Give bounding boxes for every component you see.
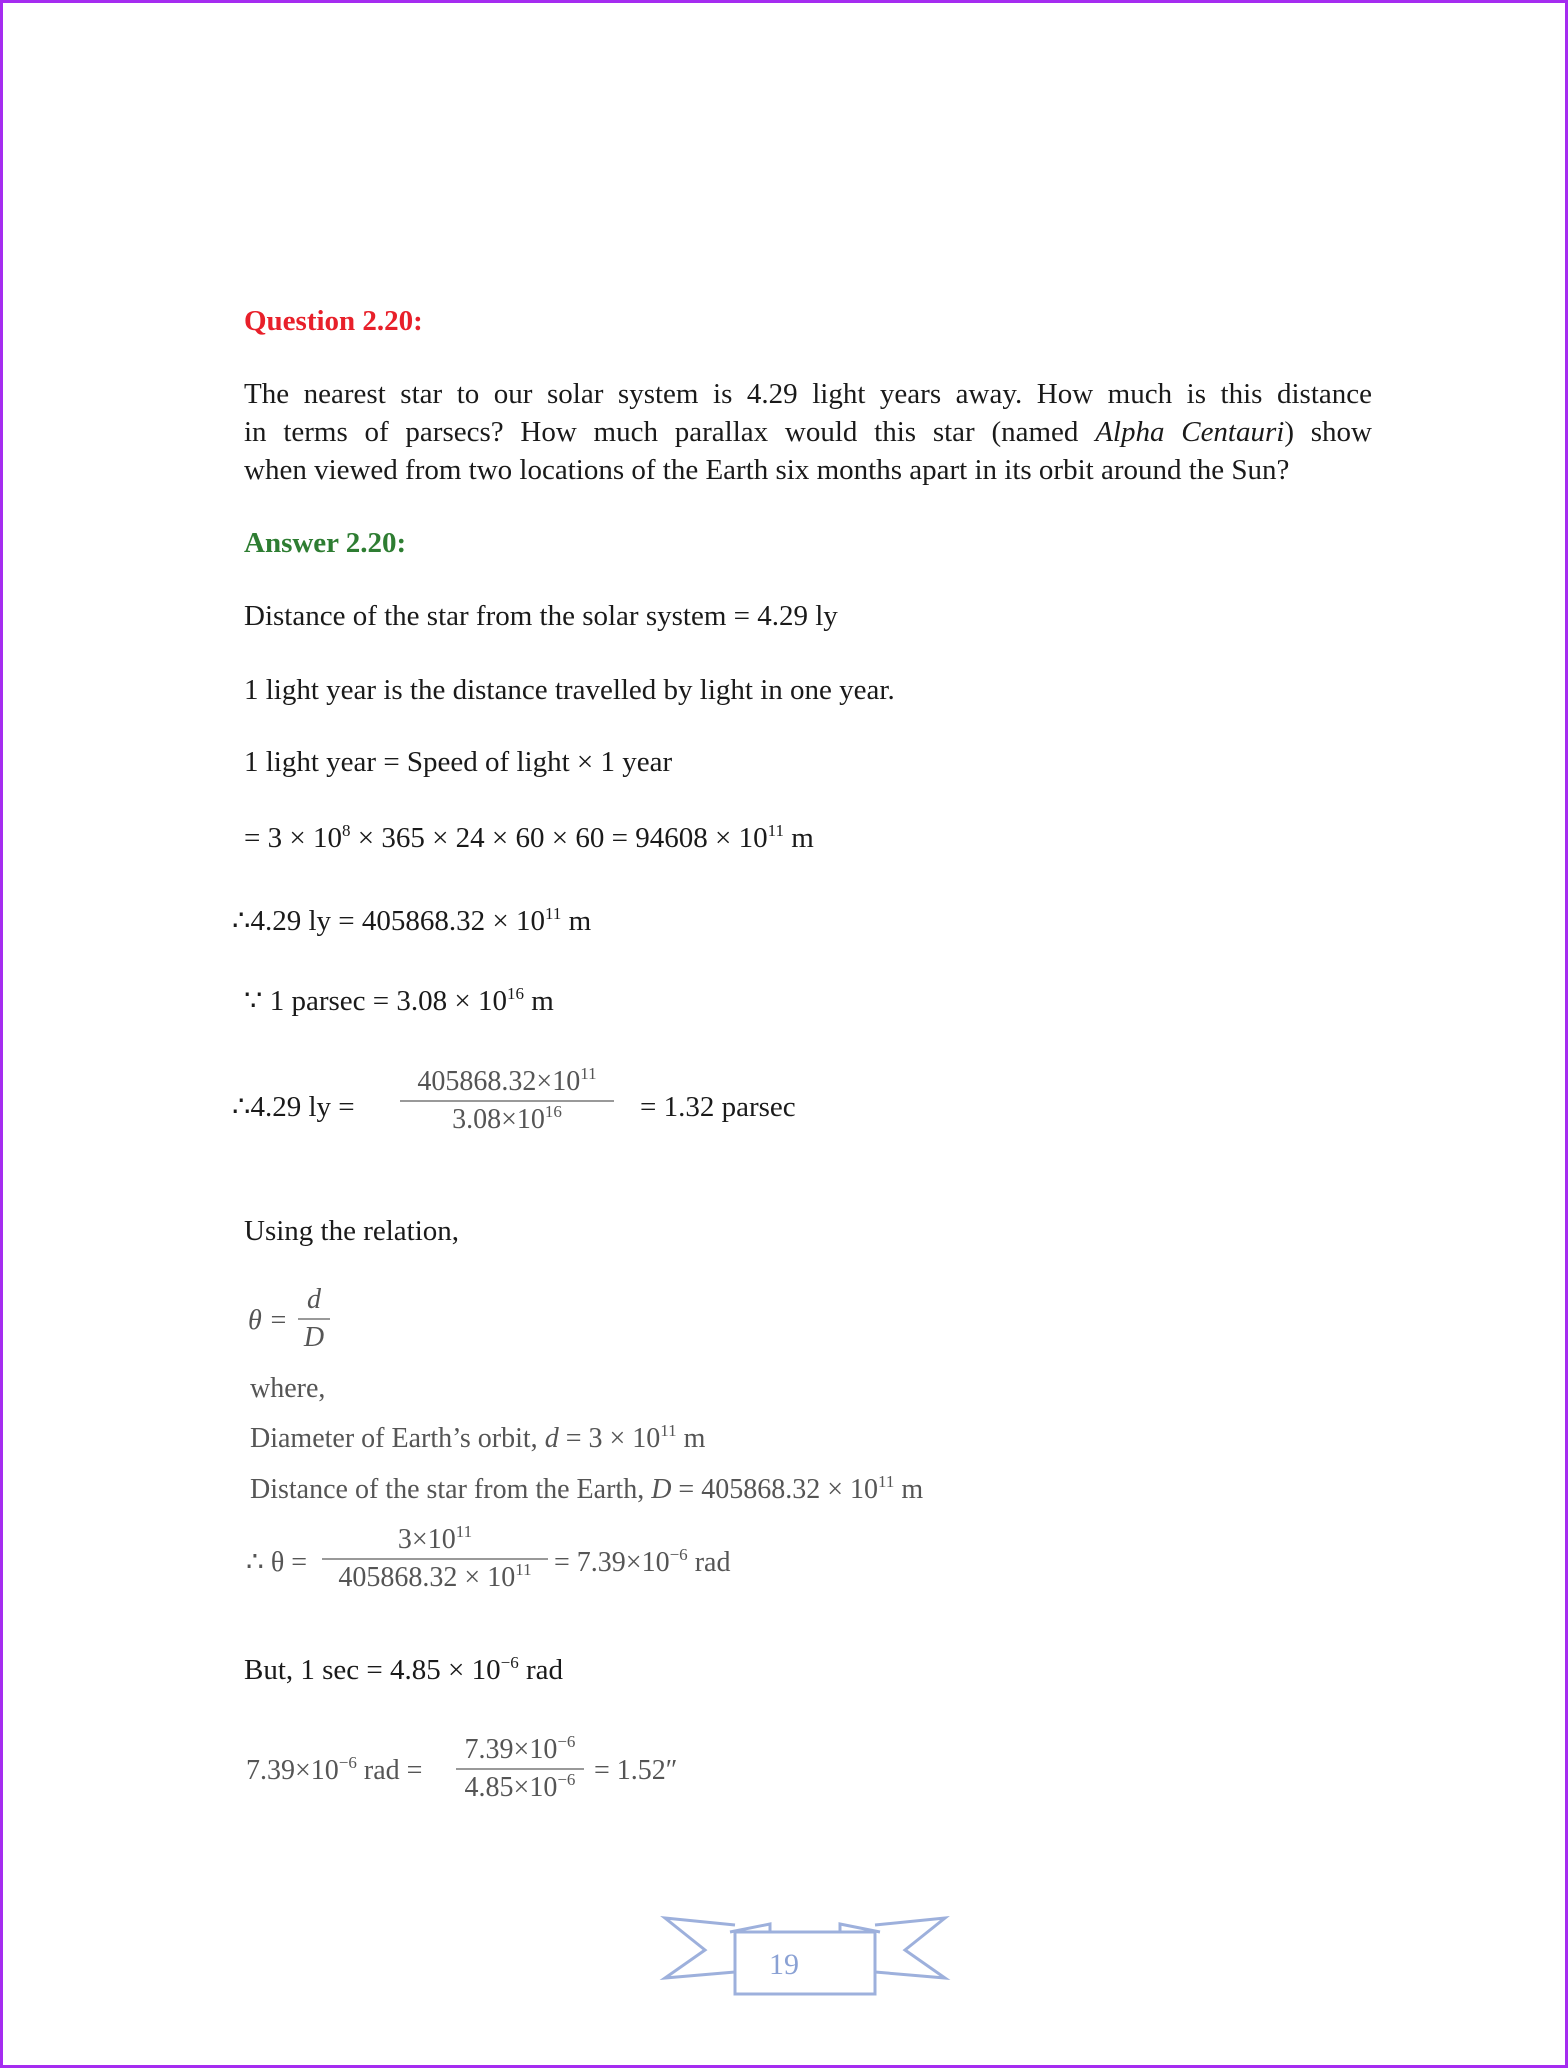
theta2-lhs: ∴ θ = — [246, 1547, 308, 1578]
diameter-line: Diameter of Earth’s orbit, $d = 3 \times 10^{11}$ m — [250, 1421, 706, 1454]
answer-title: Answer 2.20: — [244, 527, 407, 559]
parsec-result: = 1.32 parsec — [640, 1091, 796, 1123]
final-lhs: $7.39\times 10^{-6}$ rad = — [246, 1753, 423, 1786]
parsec-eq-lhs: ∴4.29 ly = — [232, 1091, 355, 1123]
theta2-fraction: $3\times 10^{11}$ $405868.32 \times 10^{11}$ — [322, 1522, 548, 1596]
final-fraction: $7.39\times 10^{-6}$ $4.85\times 10^{-6}$ — [456, 1732, 584, 1806]
answer-line: But, 1 $\sec = 4.85 \times 10^{-6}$ rad — [244, 1653, 564, 1686]
answer-line: = $3 \times 10^8 \times 365 \times 24 \times 60 \times 60 = 94608 \times 10^{11}$ m — [244, 821, 814, 854]
answer-line: ∴4.29 ly = $405868.32 \times 10^{11}$ m — [232, 904, 592, 937]
distance-line: Distance of the star from the Earth, $D = 405868.32 \times 10^{11}$ m — [250, 1472, 924, 1505]
parsec-fraction: $405868.32\times 10^{11}$ $3.08\times 10^{16}$ — [400, 1064, 614, 1138]
answer-line: Using the relation, — [244, 1215, 460, 1247]
theta2-result: = $7.39\times 10^{-6}$ rad — [554, 1545, 731, 1578]
final-result: = 1.52″ — [594, 1755, 678, 1786]
question-text: The nearest star to our solar system is 4.29 light years away. How much is this distance in terms of parsecs? How much parallax would this star (named Alpha Centauri) show when viewed from two locations of the Earth six months apart in its orbit around the Sun? — [244, 378, 1372, 486]
theta-fraction: d D — [298, 1282, 330, 1356]
answer-line: ∵ 1 $parsec = 3.08 \times 10^{16}$ m — [244, 984, 554, 1017]
answer-line: 1 light year = Speed of light × 1 year — [244, 746, 673, 778]
where-label: where, — [250, 1373, 326, 1404]
answer-line: Distance of the star from the solar system = 4.29 ly — [244, 600, 838, 632]
theta-lhs: θ = — [248, 1305, 288, 1336]
question-title: Question 2.20: — [244, 305, 423, 337]
answer-line: 1 light year is the distance travelled by light in one year. — [244, 674, 895, 706]
page-number: 19 — [769, 1948, 799, 1981]
